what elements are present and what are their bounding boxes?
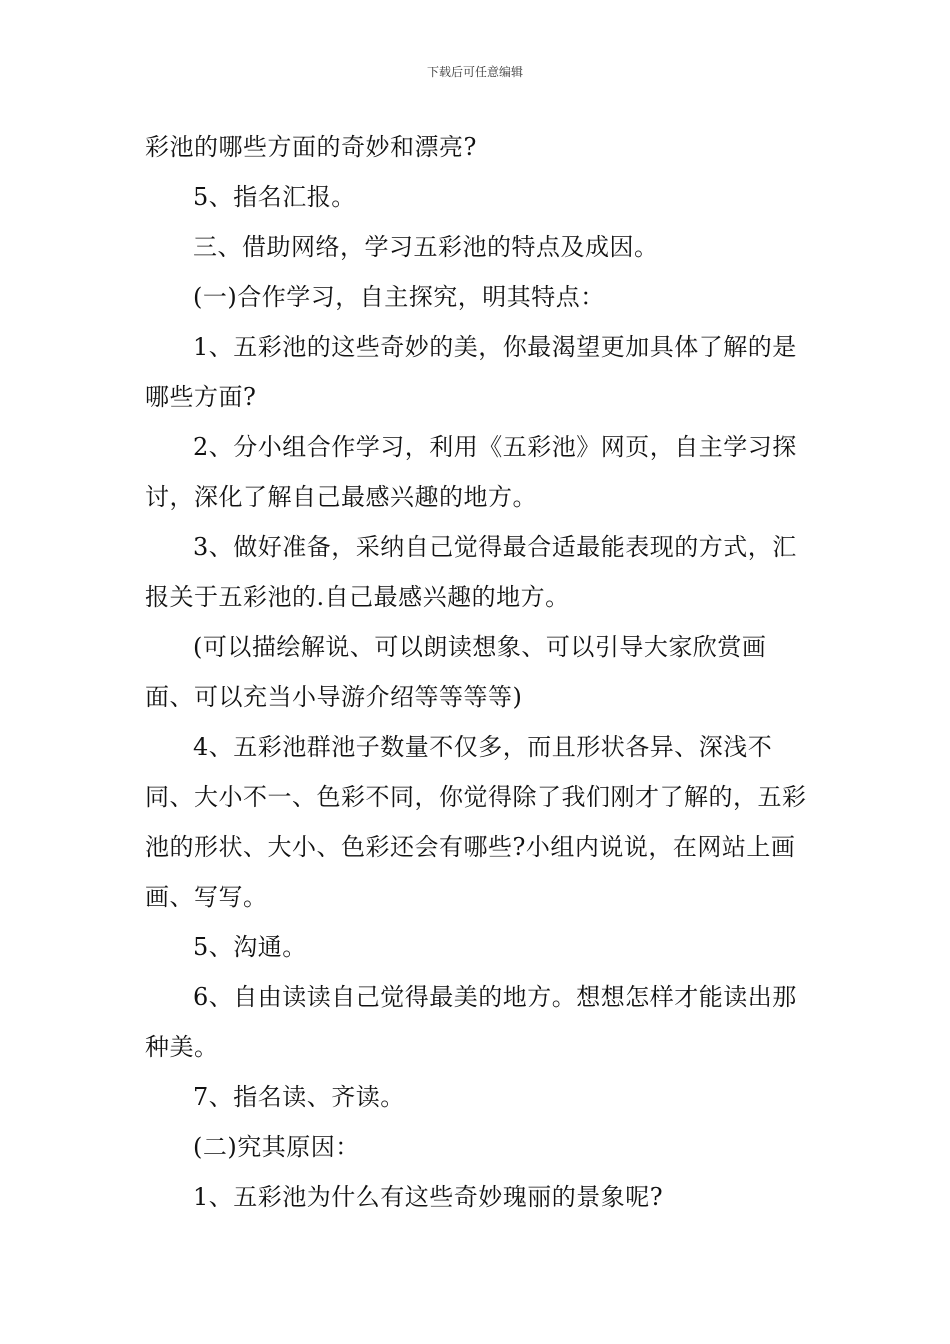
- document-body: [145, 122, 810, 1222]
- page-header-note: 下载后可任意编辑: [426, 65, 523, 79]
- paragraph: 彩池的哪些方面的奇妙和漂亮?: [145, 133, 477, 161]
- paragraph: 3、做好准备，采纳自己觉得最合适最能表现的方式，汇报关于五彩池的.自己最感兴趣的地方。: [145, 533, 797, 611]
- paragraph: 5、沟通。: [193, 933, 307, 961]
- paragraph: 6、自由读读自己觉得最美的地方。想想怎样才能读出那种美。: [145, 983, 797, 1061]
- subsection-heading: (二)究其原因：: [193, 1133, 360, 1161]
- paragraph: 1、五彩池的这些奇妙的美，你最渴望更加具体了解的是哪些方面?: [145, 333, 797, 411]
- paragraph: 1、五彩池为什么有这些奇妙瑰丽的景象呢?: [193, 1183, 664, 1211]
- paragraph: (可以描绘解说、可以朗读想象、可以引导大家欣赏画面、可以充当小导游介绍等等等等): [145, 633, 767, 711]
- paragraph: 5、指名汇报。: [193, 183, 356, 211]
- paragraph: 2、分小组合作学习，利用《五彩池》网页，自主学习探讨，深化了解自己最感兴趣的地方。: [145, 433, 797, 511]
- section-heading: 三、借助网络，学习五彩池的特点及成因。: [193, 233, 659, 261]
- subsection-heading: (一)合作学习，自主探究，明其特点：: [193, 283, 605, 311]
- paragraph: 4、五彩池群池子数量不仅多，而且形状各异、深浅不同、大小不一、色彩不同，你觉得除了我们刚才了解的，五彩池的形状、大小、色彩还会有哪些?小组内说说，在网站上画画、写写。: [145, 733, 807, 911]
- paragraph: 7、指名读、齐读。: [193, 1083, 405, 1111]
